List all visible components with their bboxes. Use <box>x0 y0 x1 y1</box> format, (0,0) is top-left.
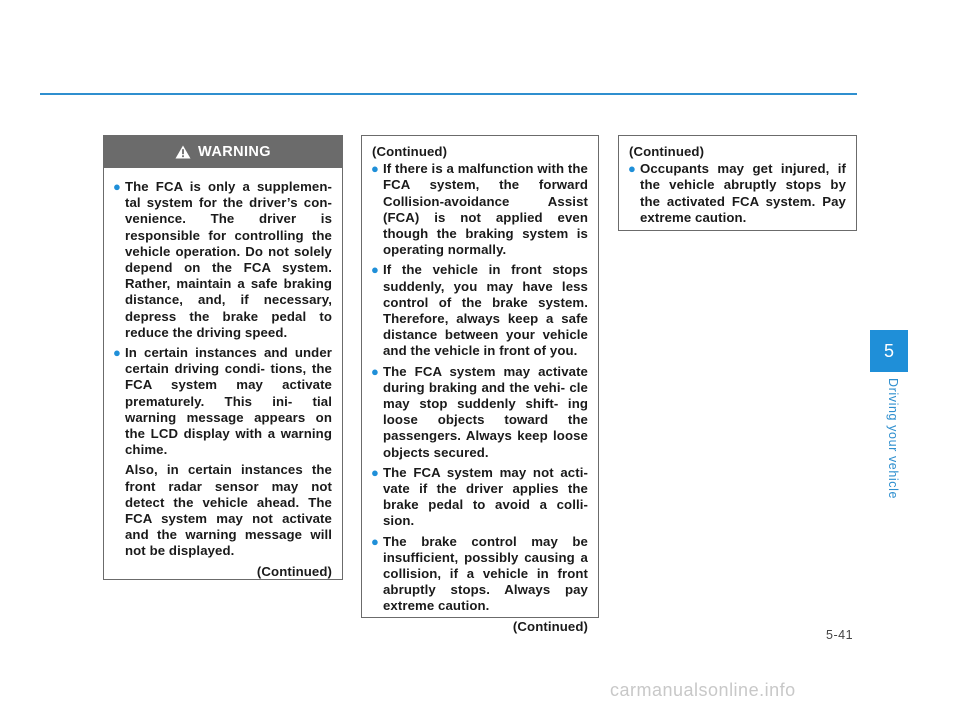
list-item <box>114 179 332 341</box>
list-item <box>372 465 588 530</box>
continued-box-2 <box>361 135 599 634</box>
bullet-icon: ● <box>371 533 379 549</box>
bullet-icon: ● <box>371 161 379 177</box>
warning-triangle-icon <box>175 145 191 159</box>
continued-box-3 <box>618 135 857 231</box>
bullet-icon: ● <box>371 363 379 379</box>
list-item <box>372 262 588 359</box>
top-rule <box>40 93 857 95</box>
bullet-icon: ● <box>628 161 636 177</box>
list-item <box>372 364 588 461</box>
chapter-tab: 5 <box>870 330 908 372</box>
item-text: If there is a malfunction with the FCA system, the forward Collision-avoidance Assist (FCA) is not applied even though the braking system is operating normally. <box>383 161 588 258</box>
bullet-icon: ● <box>371 464 379 480</box>
chapter-title: Driving your vehicle <box>886 378 900 500</box>
continued-label: (Continued) <box>256 563 332 579</box>
item-text: The FCA system may not acti- vate if the driver applies the brake pedal to avoid a colli- sion. <box>383 464 588 529</box>
bullet-icon: ● <box>113 179 121 194</box>
list-item <box>372 161 588 258</box>
continued-label: (Continued) <box>629 144 705 159</box>
continued-label: (Continued) <box>372 144 448 159</box>
item-text: Occupants may get injured, if the vehicle abruptly stops by the activated FCA system. Pay extreme caution. <box>640 161 846 225</box>
warning-label: WARNING <box>198 143 271 160</box>
continued-label: (Continued) <box>512 618 588 634</box>
warning-box <box>103 135 343 580</box>
paragraph: Also, in certain instances the front radar sensor may not detect the vehicle ahead. The FCA system may not activate and the warning message will not be displayed. <box>125 462 332 559</box>
item-text: The brake control may be insufficient, possibly causing a collision, if a vehicle in front abruptly stops. Always pay extreme caution. <box>383 533 588 614</box>
list-item <box>629 161 846 226</box>
item-text: In certain instances and under certain driving condi- tions, the FCA system may activate prematurely. This ini- tial warning message appears on the LCD display with a warning chime. <box>125 345 332 458</box>
item-text: The FCA is only a supplemen- tal system for the driver’s con- venience. The driver is responsible for controlling the vehicle operation. Do not solely depend on the FCA system. Rather, maintain a safe braking distance, and, if necessary, depress the brake pedal to reduce the driving speed. <box>125 179 332 340</box>
page-number: 5-41 <box>826 628 854 642</box>
item-text: The FCA system may activate during braking and the vehi- cle may stop suddenly shift- ing loose objects toward the passengers. Always keep loose objects secured. <box>383 363 588 460</box>
list-item <box>114 345 332 458</box>
bullet-icon: ● <box>113 345 121 361</box>
bullet-icon: ● <box>371 262 379 278</box>
warning-header <box>104 136 342 168</box>
list-item <box>372 534 588 615</box>
watermark: carmanualsonline.info <box>610 680 796 700</box>
item-text: If the vehicle in front stops suddenly, you may have less control of the brake system. Therefore, always keep a safe distance between your vehicle and the vehicle in front of you. <box>383 262 588 359</box>
